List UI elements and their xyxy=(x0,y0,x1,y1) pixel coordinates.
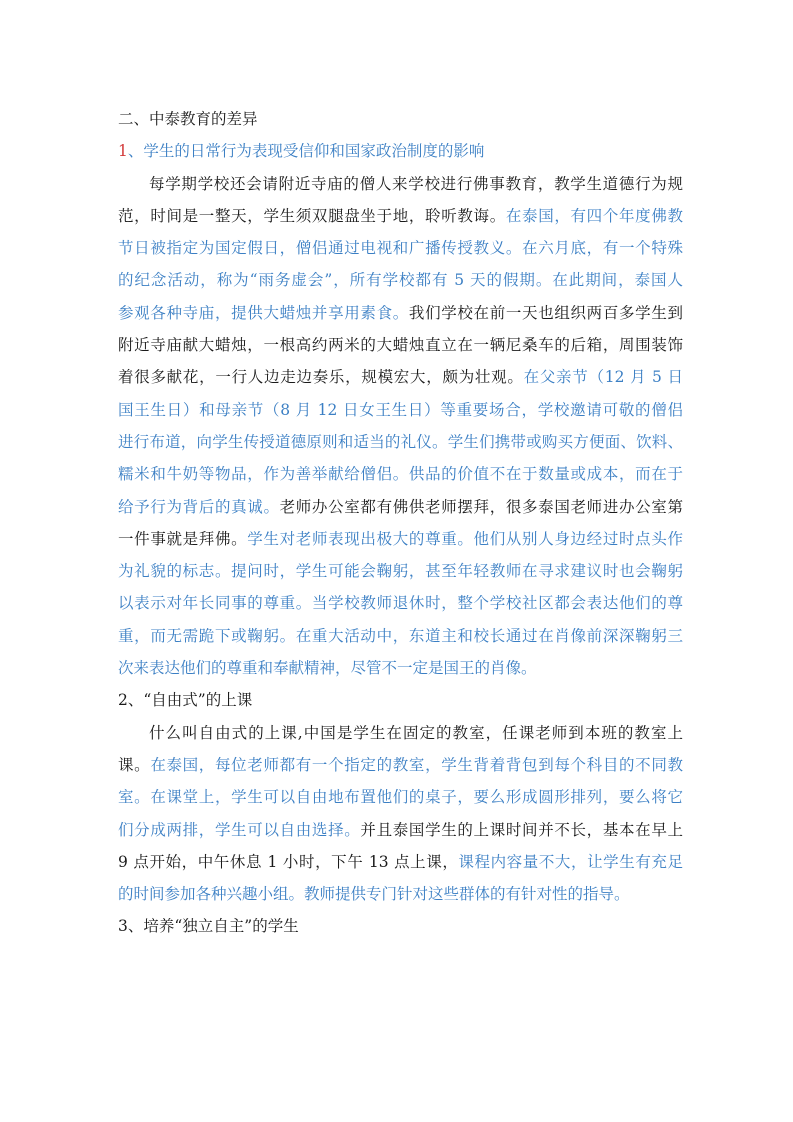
text-run: 在父亲节（12 月 5 日 xyxy=(523,368,683,387)
heading-1-number: 1 xyxy=(118,142,128,161)
text-run: 进行布道，向学生传授道德原则和适当的礼仪。学生们携带或购买方便面、饮料、 xyxy=(118,432,683,451)
text-run: 重，而无需跪下或鞠躬。在重大活动中，东道主和校长通过在肖像前深深鞠躬三 xyxy=(118,626,683,645)
text-run: 在泰国，有四个年度佛教 xyxy=(505,206,683,225)
paragraph-2 xyxy=(118,717,683,911)
heading-3: 3、培养“独立自主”的学生 xyxy=(118,917,299,936)
text-run: 室。在课堂上，学生可以自由地布置他们的桌子，要么形成圆形排列，要么将它 xyxy=(118,788,683,807)
heading-1 xyxy=(118,135,683,167)
paragraph-line xyxy=(118,168,683,200)
text-run: 参观各种寺庙，提供大蜡烛并享用素食。 xyxy=(118,303,409,322)
text-run: 老师办公室都有佛供老师摆拜，很多泰国老师进办公室第 xyxy=(279,497,683,516)
text-run: 们分成两排，学生可以自由选择。 xyxy=(118,820,361,839)
text-run: 什么叫自由式的上课,中国是学生在固定的教室，任课老师到本班的教室上 xyxy=(149,723,683,742)
text-run: 并且泰国学生的上课时间并不长，基本在早上 xyxy=(360,820,683,839)
heading-1-text: 、学生的日常行为表现受信仰和国家政治制度的影响 xyxy=(127,142,485,161)
paragraph-line xyxy=(118,200,683,232)
text-run: 一件事就是拜佛。 xyxy=(118,529,248,548)
text-run: 课。 xyxy=(118,755,151,774)
paragraph-line xyxy=(118,587,683,619)
text-run: 课程内容量不大，让学生有充足 xyxy=(458,852,683,871)
paragraph-line xyxy=(118,232,683,264)
text-run: 在泰国，每位老师都有一个指定的教室，学生背着背包到每个科目的不同教 xyxy=(150,755,683,774)
paragraph-line xyxy=(118,814,683,846)
document-body xyxy=(118,103,683,943)
paragraph-line xyxy=(118,620,683,652)
paragraph-line xyxy=(118,781,683,813)
paragraph-line xyxy=(118,297,683,329)
text-run: 附近寺庙献大蜡烛，一根高约两米的大蜡烛直立在一辆尼桑车的后箱，周围装饰 xyxy=(118,336,683,355)
text-run: 糯米和牛奶等物品，作为善举献给僧侣。供品的价值不在于数量或成本，而在于 xyxy=(118,465,683,484)
text-run: 的时间参加各种兴趣小组。教师提供专门针对这些群体的有针对性的指导。 xyxy=(118,885,630,904)
paragraph-line xyxy=(118,717,683,749)
paragraph-line xyxy=(118,329,683,361)
text-run: 次来表达他们的尊重和奉献精神，尽管不一定是国王的肖像。 xyxy=(118,659,537,678)
text-run: 的纪念活动，称为“雨务虚会”，所有学校都有 5 天的假期。在此期间，泰国人 xyxy=(118,271,683,290)
text-run: 着很多献花，一行人边走边奏乐，规模宏大，颇为壮观。 xyxy=(118,368,524,387)
text-run: 为礼貌的标志。提问时，学生可能会鞠躬，甚至年轻教师在寻求建议时也会鞠躬 xyxy=(118,562,683,581)
text-run: 节日被指定为国定假日，僧侣通过电视和广播传授教义。在六月底，有一个特殊 xyxy=(118,239,683,258)
paragraph-line xyxy=(118,361,683,393)
paragraph-line xyxy=(118,458,683,490)
paragraph-line xyxy=(118,878,683,910)
paragraph-line xyxy=(118,749,683,781)
paragraph-line xyxy=(118,523,683,555)
paragraph-line xyxy=(118,846,683,878)
paragraph-line xyxy=(118,555,683,587)
paragraph-line xyxy=(118,491,683,523)
text-run: 国王生日）和母亲节（8 月 12 日女王生日）等重要场合，学校邀请可敬的僧侣 xyxy=(118,400,683,419)
paragraph-line xyxy=(118,652,683,684)
text-run: 9 点开始，中午休息 1 小时，下午 13 点上课， xyxy=(118,852,459,871)
paragraph-1 xyxy=(118,168,683,685)
paragraph-line xyxy=(118,394,683,426)
section-title: 二、中泰教育的差异 xyxy=(118,110,258,128)
text-run: 给予行为背后的真诚。 xyxy=(118,497,280,516)
heading-2: 2、“自由式”的上课 xyxy=(118,691,253,710)
text-run: 以表示对年长同事的尊重。当学校教师退休时，整个学校社区都会表达他们的尊 xyxy=(118,594,683,613)
text-run: 我们学校在前一天也组织两百多学生到 xyxy=(408,303,683,322)
text-run: 学生对老师表现出极大的尊重。他们从别人身边经过时点头作 xyxy=(247,529,683,548)
text-run: 范，时间是一整天，学生须双腿盘坐于地，聆听教诲。 xyxy=(118,206,506,225)
text-run: 每学期学校还会请附近寺庙的僧人来学校进行佛事教育，教学生道德行为规 xyxy=(149,174,683,193)
paragraph-line xyxy=(118,426,683,458)
paragraph-line xyxy=(118,264,683,296)
